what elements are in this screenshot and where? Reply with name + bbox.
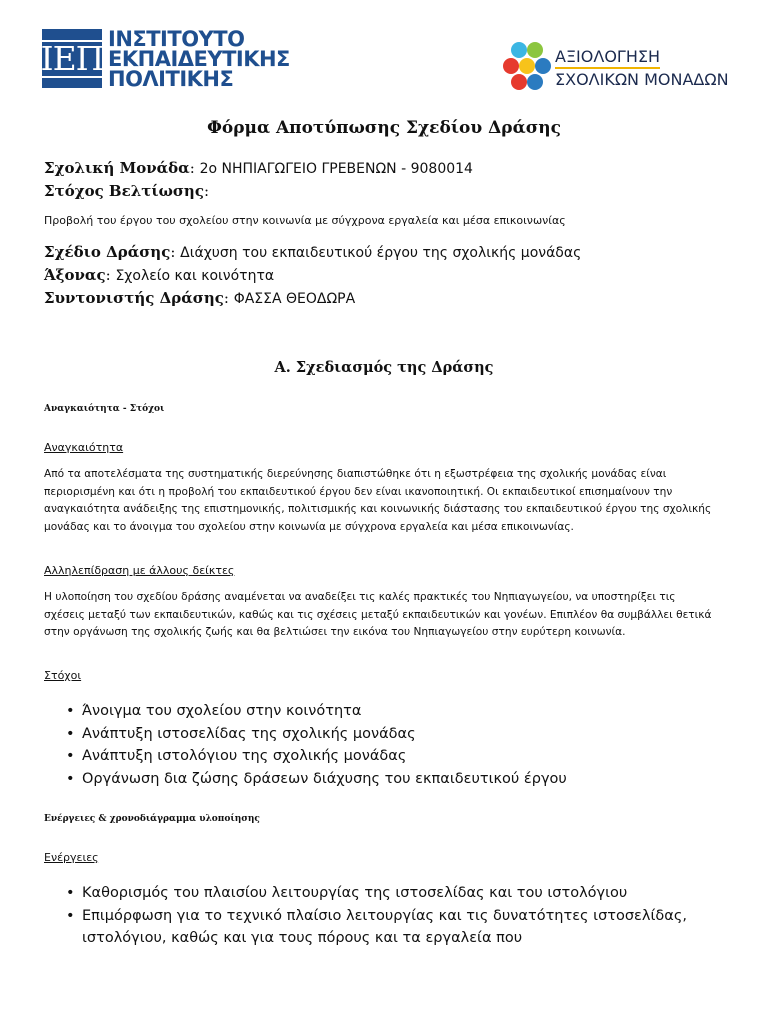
list-item: • Ανάπτυξη ιστολόγιου της σχολικής μονάδας: [66, 745, 706, 768]
school-label: Σχολική Μονάδα: [44, 159, 190, 177]
iep-logo-line: ΠΟΛΙΤΙΚΗΣ: [108, 67, 234, 91]
actions-label: Ενέργειες: [44, 851, 99, 864]
coordinator-value: ΦΑΣΣΑ ΘΕΟΔΩΡΑ: [233, 291, 356, 307]
coordinator-field: Συντονιστής Δράσης: ΦΑΣΣΑ ΘΕΟΔΩΡΑ: [44, 289, 356, 307]
need-goals-heading: Αναγκαιότητα - Στόχοι: [44, 404, 165, 414]
interaction-paragraph: Η υλοποίηση του σχεδίου δράσης αναμένεται να αναδείξει τις καλές πρακτικές του Νηπιαγωγείου, να υποστηρίξει τις σχέσεις μεταξύ των εκπαιδευτικών, καθώς και τις σχέσεις μεταξύ εκπαιδευτικών και γονέων. Επιπλέον θα συμβάλλει θετικά στην οργάνωση της σχολικής ζωής και θα βελτιώσει την εικόνα του Νηπιαγωγείου στην ευρύτερη κοινωνία.: [44, 591, 712, 638]
section-a-title: Α. Σχεδιασμός της Δράσης: [274, 359, 494, 376]
plan-label: Σχέδιο Δράσης: [44, 243, 171, 261]
iep-logo-line: ΙΝΣΤΙΤΟΥΤΟ: [108, 27, 245, 51]
axis-value: Σχολείο και κοινότητα: [115, 268, 275, 284]
school-field: Σχολική Μονάδα: 2ο ΝΗΠΙΑΓΩΓΕΙΟ ΓΡΕΒΕΝΩΝ - 9080014: [44, 159, 473, 177]
coordinator-label: Συντονιστής Δράσης: [44, 289, 224, 307]
axiologisi-logo-text: [555, 46, 729, 90]
iep-logo-line: ΕΚΠΑΙΔΕΥΤΙΚΗΣ: [108, 47, 290, 71]
actions-list: [66, 882, 706, 950]
goal-value: Προβολή του έργου του σχολείου στην κοινωνία με σύγχρονα εργαλεία και μέσα επικοινωνίας: [44, 214, 566, 227]
goals-list: [66, 700, 706, 790]
school-value: 2ο ΝΗΠΙΑΓΩΓΕΙΟ ΓΡΕΒΕΝΩΝ - 9080014: [199, 161, 473, 177]
goal-label: Στόχος Βελτίωσης: [44, 182, 204, 200]
iep-logo-text: [108, 29, 290, 89]
list-item: • Ανάπτυξη ιστοσελίδας της σχολικής μονάδας: [66, 723, 706, 746]
axis-label: Άξονας: [44, 266, 106, 284]
list-item: • Άνοιγμα του σχολείου στην κοινότητα: [66, 700, 706, 723]
axis-field: Άξονας: Σχολείο και κοινότητα: [44, 266, 275, 284]
axi-logo-line: ΑΞΙΟΛΟΓΗΣΗ: [555, 46, 660, 69]
plan-value: Διάχυση του εκπαιδευτικού έργου της σχολικής μονάδας: [180, 245, 582, 261]
list-item: • Επιμόρφωση για το τεχνικό πλαίσιο λειτουργίας και τις δυνατότητες ιστοσελίδας, ιστολόγιου, καθώς και για τους πόρους και τα εργαλεία που: [66, 905, 706, 950]
list-item: • Οργάνωση δια ζώσης δράσεων διάχυσης του εκπαιδευτικού έργου: [66, 768, 706, 791]
document-title: Φόρμα Αποτύπωσης Σχεδίου Δράσης: [207, 118, 561, 138]
axi-logo-line: ΣΧΟΛΙΚΩΝ ΜΟΝΑΔΩΝ: [555, 70, 729, 89]
actions-heading: Ενέργειες & χρονοδιάγραμμα υλοποίησης: [44, 814, 260, 824]
goal-field: Στόχος Βελτίωσης:: [44, 182, 210, 200]
need-label: Αναγκαιότητα: [44, 441, 124, 454]
interaction-label: Αλληλεπίδραση με άλλους δείκτες: [44, 564, 235, 577]
iep-logo: [42, 29, 290, 89]
hexagon-cluster-icon: [505, 40, 549, 96]
need-paragraph: Από τα αποτελέσματα της συστηματικής διερεύνησης διαπιστώθηκε ότι η εξωστρέφεια της σχολικής μονάδας είναι περιορισμένη και ότι η προβολή του εκπαιδευτικού έργου δεν είναι ικανοποιητική. Οι εκπαιδευτικοί επισημαίνουν την αναγκαιότητα ανάδειξης της επιστημονικής, πολιτισμικής και κοινωνικής διάστασης του εκπαιδευτικού έργου της σχολικής μονάδας και το άνοιγμα του σχολείου στην κοινωνία με σύγχρονα εργαλεία και μέσα επικοινωνίας.: [44, 468, 712, 533]
axiologisi-logo: [505, 40, 729, 96]
goals-label: Στόχοι: [44, 669, 82, 682]
plan-field: Σχέδιο Δράσης: Διάχυση του εκπαιδευτικού έργου της σχολικής μονάδας: [44, 243, 582, 261]
list-item: • Καθορισμός του πλαισίου λειτουργίας της ιστοσελίδας και του ιστολόγιου: [66, 882, 706, 905]
iep-logo-mark: ΙΕΠ: [42, 29, 102, 88]
